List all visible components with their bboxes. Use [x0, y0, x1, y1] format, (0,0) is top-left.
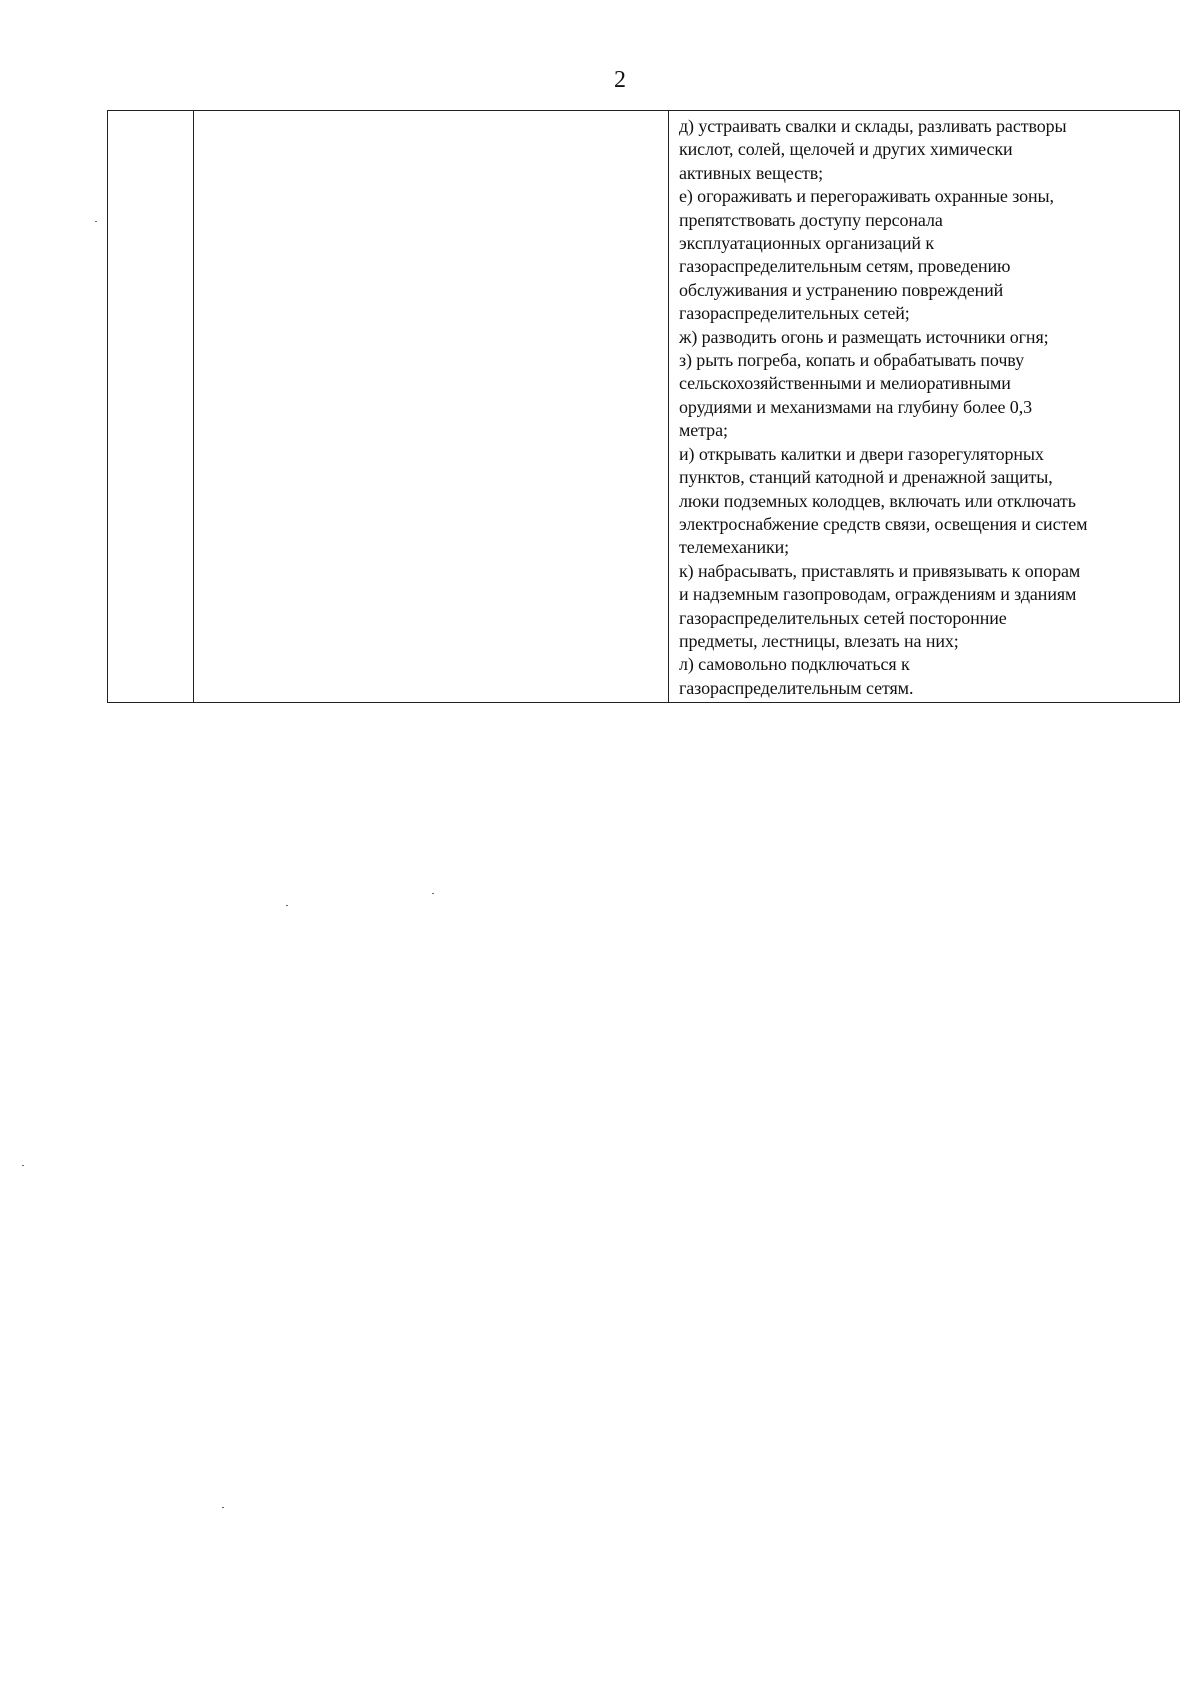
scan-speck [432, 893, 434, 894]
scan-speck [95, 221, 97, 222]
prohibition-line: орудиями и механизмами на глубину более 0,3 [679, 396, 1032, 417]
prohibition-line: ж) разводить огонь и размещать источники огня; [679, 326, 1049, 347]
regulations-table [107, 110, 1180, 703]
prohibition-line: препятствовать доступу персонала [679, 209, 943, 230]
page-number: 2 [614, 67, 626, 93]
prohibition-line: л) самовольно подключаться к [679, 654, 910, 675]
scan-speck [222, 1507, 224, 1508]
prohibition-line: электроснабжение средств связи, освещения и систем [679, 513, 1088, 534]
prohibition-line: з) рыть погреба, копать и обрабатывать почву [679, 350, 1024, 371]
prohibition-line: люки подземных колодцев, включать или отключать [679, 490, 1076, 511]
prohibition-line: к) набрасывать, приставлять и привязывать к опорам [679, 560, 1081, 581]
table-cell-prohibitions [669, 111, 1180, 703]
table-cell-description [194, 111, 669, 703]
prohibition-line: пунктов, станций катодной и дренажной защиты, [679, 467, 1053, 488]
prohibition-line: газораспределительных сетей посторонние [679, 607, 1007, 628]
prohibition-line: газораспределительных сетей; [679, 303, 910, 324]
prohibition-line: кислот, солей, щелочей и других химически [679, 139, 1013, 160]
prohibition-line: газораспределительным сетям, проведению [679, 256, 1011, 277]
prohibition-line: е) огораживать и перегораживать охранные зоны, [679, 186, 1054, 207]
prohibition-line: и) открывать калитки и двери газорегуляторных [679, 443, 1044, 464]
table-row [108, 111, 1180, 703]
prohibition-line: газораспределительным сетям. [679, 677, 914, 698]
prohibition-line: предметы, лестницы, влезать на них; [679, 630, 959, 651]
prohibition-line: и надземным газопроводам, ограждениям и зданиям [679, 584, 1077, 605]
prohibition-line: сельскохозяйственными и мелиоративными [679, 373, 1011, 394]
scan-speck [286, 905, 288, 906]
prohibition-line: метра; [679, 420, 728, 441]
table-cell-number [108, 111, 194, 703]
prohibition-line: обслуживания и устранению повреждений [679, 279, 1004, 300]
prohibition-line: д) устраивать свалки и склады, разливать растворы [679, 116, 1067, 136]
scan-speck [22, 1165, 24, 1166]
prohibition-line: активных веществ; [679, 162, 824, 183]
prohibition-line: эксплуатационных организаций к [679, 233, 934, 254]
prohibition-line: телемеханики; [679, 537, 790, 558]
